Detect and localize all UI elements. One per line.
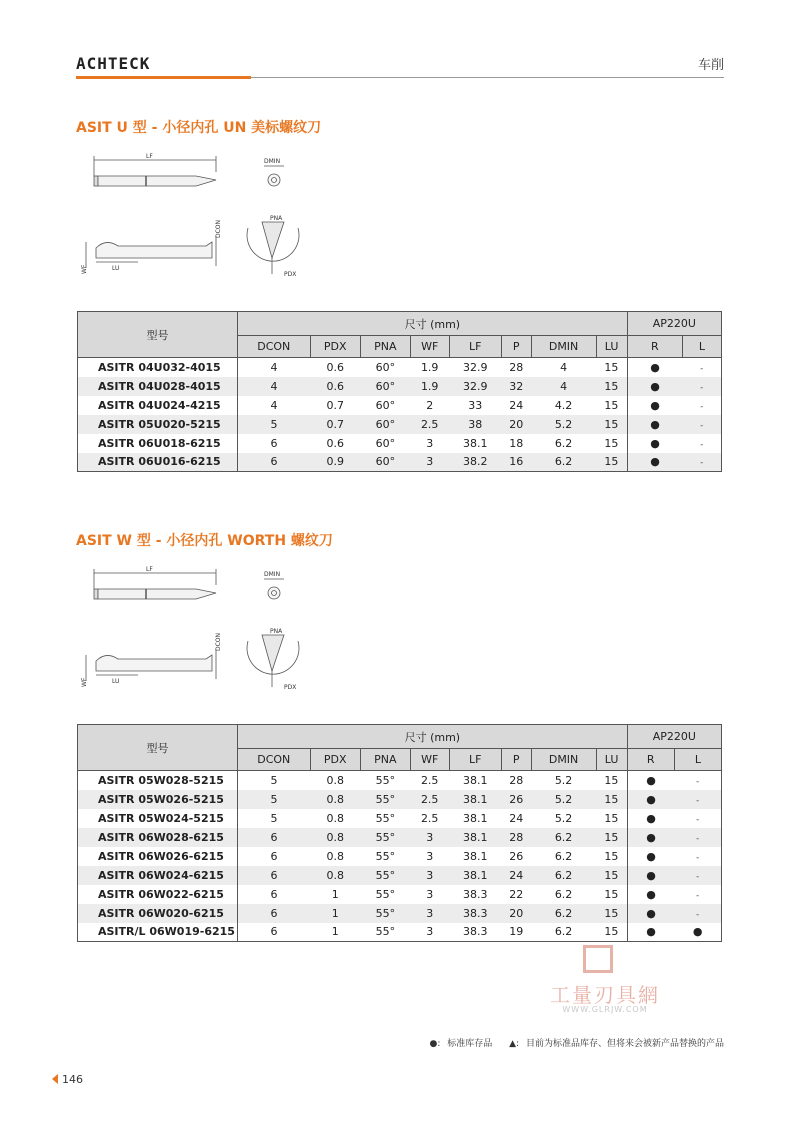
hand-l-cell — [674, 790, 721, 809]
column-header-r: R — [627, 336, 682, 358]
stock-dot-icon: ● — [646, 792, 656, 806]
table-row — [78, 377, 722, 396]
hand-r-cell — [627, 434, 682, 453]
grade-header: AP220U — [627, 312, 721, 336]
value-cell-pna: 55° — [360, 923, 410, 942]
value-cell-dcon: 5 — [238, 415, 311, 434]
value-cell-dcon: 4 — [270, 398, 278, 412]
hand-r-cell — [627, 396, 682, 415]
value-cell-dcon: 5 — [270, 773, 278, 787]
value-cell-p: 28 — [501, 828, 531, 847]
stock-dot-icon: ● — [646, 811, 656, 825]
stock-dot-icon: ● — [650, 398, 660, 412]
value-cell-p: 16 — [501, 453, 531, 472]
pna-label: PNA — [270, 628, 283, 635]
page-triangle-icon — [52, 1074, 58, 1084]
value-cell-lf: 38.1 — [449, 828, 501, 847]
model-cell: ASITR 04U032-4015 — [78, 358, 238, 377]
hand-r-cell — [627, 790, 674, 809]
stock-dot-icon: ● — [646, 773, 656, 787]
value-cell-pdx: 1 — [310, 904, 360, 923]
value-cell-dcon: 6 — [270, 887, 278, 901]
chapter-title: 车削 — [697, 58, 724, 73]
value-cell-wf: 2.5 — [410, 415, 449, 434]
dmin-label: DMIN — [264, 571, 281, 578]
section-w-title: ASIT W 型 - 小径内孔 WORTH 螺纹刀 — [76, 533, 333, 549]
value-cell-dmin: 4.2 — [554, 398, 573, 412]
value-cell-pdx: 0.6 — [310, 377, 360, 396]
value-cell-dcon: 6 — [238, 866, 311, 885]
hand-r-cell — [627, 809, 674, 828]
value-cell-dmin: 6.2 — [531, 904, 596, 923]
value-cell-pdx: 1 — [331, 887, 339, 901]
value-cell-wf: 3 — [410, 828, 449, 847]
value-cell-p: 18 — [509, 436, 524, 450]
column-header-l: L — [682, 336, 721, 358]
column-header-dmin: DMIN — [531, 336, 596, 358]
hand-l-cell — [682, 396, 721, 415]
table-row — [78, 358, 722, 377]
table-row — [78, 866, 722, 885]
column-header-dcon: DCON — [238, 336, 311, 358]
value-cell-lf: 38.3 — [449, 923, 501, 942]
model-cell: ASITR 06W028-6215 — [78, 828, 238, 847]
value-cell-p: 24 — [509, 811, 524, 825]
value-cell-dmin: 6.2 — [531, 828, 596, 847]
value-cell-dmin: 4 — [531, 377, 596, 396]
legend-triangle-icon: ▲: — [509, 1039, 520, 1049]
unavailable-dash: - — [696, 909, 700, 920]
value-cell-lu: 15 — [604, 436, 619, 450]
value-cell-lu: 15 — [596, 923, 627, 942]
value-cell-dcon: 4 — [238, 377, 311, 396]
lf-label: LF — [146, 153, 153, 160]
hand-r-cell — [627, 828, 674, 847]
stock-dot-icon: ● — [646, 906, 656, 920]
table-row — [78, 809, 722, 828]
value-cell-lf: 38.3 — [449, 904, 501, 923]
watermark — [535, 945, 675, 1020]
value-cell-dcon: 6 — [238, 453, 311, 472]
value-cell-pna: 55° — [360, 866, 410, 885]
value-cell-wf: 1.9 — [420, 360, 439, 374]
value-cell-pna: 60° — [360, 377, 410, 396]
value-cell-lu: 15 — [596, 790, 627, 809]
value-cell-dmin: 5.2 — [531, 415, 596, 434]
value-cell-pdx: 0.6 — [326, 360, 344, 374]
unavailable-dash: - — [700, 401, 704, 412]
stock-dot-icon: ● — [650, 379, 660, 393]
value-cell-p: 26 — [509, 849, 524, 863]
column-header-pdx: PDX — [310, 749, 360, 771]
unavailable-dash: - — [696, 871, 700, 882]
value-cell-pna: 60° — [360, 415, 410, 434]
stock-dot-icon: ● — [646, 925, 656, 939]
table-row — [78, 790, 722, 809]
hand-l-cell — [682, 377, 721, 396]
column-header-pna: PNA — [360, 749, 410, 771]
model-cell: ASITR 06U016-6215 — [78, 453, 238, 472]
table-body — [78, 358, 722, 472]
pdx-label: PDX — [284, 684, 297, 691]
stock-dot-icon: ● — [650, 436, 660, 450]
unavailable-dash: - — [696, 890, 700, 901]
stock-dot-icon: ● — [646, 849, 656, 863]
value-cell-lf: 38.1 — [462, 436, 488, 450]
table-body — [78, 771, 722, 942]
value-cell-pna: 60° — [375, 398, 396, 412]
value-cell-pdx: 0.8 — [310, 828, 360, 847]
hand-r-cell — [627, 885, 674, 904]
value-cell-lf: 38.1 — [449, 790, 501, 809]
unavailable-dash: - — [696, 795, 700, 806]
value-cell-dcon: 6 — [270, 436, 278, 450]
value-cell-lu: 15 — [596, 453, 627, 472]
hand-r-cell — [627, 771, 674, 790]
model-header: 型号 — [78, 725, 238, 771]
watermark-logo-icon — [583, 945, 613, 973]
header-accent-rule — [76, 76, 251, 79]
hand-r-cell — [627, 415, 682, 434]
brand-logo: ACHTECK — [76, 54, 151, 73]
value-cell-lf: 38.1 — [462, 773, 488, 787]
grade-header: AP220U — [627, 725, 721, 749]
hand-l-cell — [682, 358, 721, 377]
hand-r-cell — [627, 358, 682, 377]
value-cell-lu: 15 — [604, 887, 619, 901]
pdx-label: PDX — [284, 271, 297, 278]
column-header-wf: WF — [410, 749, 449, 771]
column-header-lf: LF — [449, 336, 501, 358]
value-cell-dmin: 6.2 — [554, 436, 573, 450]
column-header-lu: LU — [596, 749, 627, 771]
value-cell-dcon: 6 — [270, 849, 278, 863]
stock-dot-icon: ● — [650, 417, 660, 431]
value-cell-p: 24 — [509, 398, 524, 412]
stock-dot-icon: ● — [646, 830, 656, 844]
value-cell-wf: 3 — [410, 904, 449, 923]
column-header-r: R — [627, 749, 674, 771]
section-u-tool-drawing — [76, 150, 316, 285]
value-cell-lf: 33 — [468, 398, 483, 412]
lu-label: LU — [112, 265, 120, 272]
value-cell-pna: 60° — [360, 453, 410, 472]
dims-header: 尺寸 (mm) — [238, 312, 628, 336]
wf-label: WF — [81, 677, 88, 687]
value-cell-pdx: 0.8 — [326, 849, 344, 863]
stock-dot-icon: ● — [692, 925, 703, 939]
stock-dot-icon: ● — [646, 868, 656, 882]
model-cell: ASITR 06W020-6215 — [78, 904, 238, 923]
model-cell: ASITR/L 06W019-6215 — [78, 923, 238, 942]
value-cell-pna: 55° — [375, 811, 396, 825]
value-cell-wf: 3 — [410, 866, 449, 885]
value-cell-pdx: 0.9 — [310, 453, 360, 472]
model-cell: ASITR 06U018-6215 — [78, 434, 238, 453]
model-cell: ASITR 04U028-4015 — [78, 377, 238, 396]
model-cell: ASITR 05W026-5215 — [78, 790, 238, 809]
hand-r-cell — [627, 377, 682, 396]
value-cell-wf: 3 — [410, 923, 449, 942]
value-cell-wf: 2.5 — [420, 811, 439, 825]
hand-l-cell — [682, 415, 721, 434]
value-cell-lf: 38 — [449, 415, 501, 434]
dcon-label: DCON — [215, 219, 222, 238]
value-cell-pna: 55° — [360, 828, 410, 847]
value-cell-p: 28 — [509, 773, 524, 787]
value-cell-p: 32 — [501, 377, 531, 396]
value-cell-wf: 2 — [426, 398, 434, 412]
pna-label: PNA — [270, 215, 283, 222]
value-cell-dmin: 6.2 — [531, 453, 596, 472]
value-cell-pna: 55° — [375, 887, 396, 901]
header-rule — [251, 77, 724, 78]
value-cell-lu: 15 — [596, 415, 627, 434]
page-header — [76, 52, 724, 80]
hand-l-cell — [682, 453, 721, 472]
value-cell-p: 22 — [509, 887, 524, 901]
unavailable-dash: - — [696, 814, 700, 825]
table-row — [78, 434, 722, 453]
legend — [425, 1036, 724, 1049]
value-cell-wf: 3 — [410, 453, 449, 472]
table-row — [78, 396, 722, 415]
value-cell-p: 26 — [501, 790, 531, 809]
unavailable-dash: - — [700, 363, 704, 374]
value-cell-lf: 38.1 — [449, 866, 501, 885]
value-cell-wf: 3 — [426, 849, 434, 863]
lf-label: LF — [146, 566, 153, 573]
value-cell-pdx: 0.8 — [326, 773, 344, 787]
column-header-wf: WF — [410, 336, 449, 358]
hand-l-cell — [674, 828, 721, 847]
model-cell: ASITR 05W024-5215 — [78, 809, 238, 828]
value-cell-wf: 3 — [426, 436, 434, 450]
table-row — [78, 453, 722, 472]
value-cell-dmin: 5.2 — [531, 790, 596, 809]
column-header-l: L — [674, 749, 721, 771]
value-cell-pdx: 0.6 — [326, 436, 344, 450]
value-cell-p: 28 — [509, 360, 524, 374]
value-cell-dmin: 5.2 — [554, 773, 573, 787]
unavailable-dash: - — [700, 439, 704, 450]
table-row — [78, 885, 722, 904]
value-cell-pdx: 0.8 — [326, 811, 344, 825]
stock-dot-icon: ● — [646, 887, 656, 901]
value-cell-dmin: 4 — [560, 360, 568, 374]
watermark-text: 工量刃具網 — [550, 983, 660, 1007]
unavailable-dash: - — [696, 776, 700, 787]
section-w-tool-drawing — [76, 563, 316, 698]
value-cell-lu: 15 — [604, 360, 619, 374]
model-cell: ASITR 06W024-6215 — [78, 866, 238, 885]
dcon-label: DCON — [215, 632, 222, 651]
column-header-dcon: DCON — [238, 749, 311, 771]
hand-r-cell — [627, 923, 674, 942]
value-cell-lu: 15 — [596, 904, 627, 923]
legend-triangle-text: 目前为标准品库存、但将来会被新产品替换的产品 — [525, 1039, 724, 1049]
wf-label: WF — [81, 264, 88, 274]
hand-l-cell — [674, 885, 721, 904]
value-cell-pdx: 0.7 — [326, 398, 344, 412]
column-header-p: P — [501, 336, 531, 358]
hand-l-cell — [674, 809, 721, 828]
value-cell-dmin: 5.2 — [554, 811, 573, 825]
table-row — [78, 828, 722, 847]
hand-r-cell — [627, 847, 674, 866]
value-cell-lf: 32.9 — [462, 360, 488, 374]
value-cell-p: 20 — [501, 904, 531, 923]
watermark-url: WWW.GLRJW.COM — [562, 1005, 648, 1014]
stock-dot-icon: ● — [650, 455, 660, 469]
value-cell-lf: 32.9 — [449, 377, 501, 396]
value-cell-dcon: 6 — [238, 828, 311, 847]
value-cell-lu: 15 — [596, 866, 627, 885]
unavailable-dash: - — [700, 420, 704, 431]
value-cell-wf: 2.5 — [420, 773, 439, 787]
value-cell-wf: 2.5 — [410, 790, 449, 809]
page-number — [52, 1073, 83, 1086]
unavailable-dash: - — [696, 833, 700, 844]
model-header: 型号 — [78, 312, 238, 358]
value-cell-lu: 15 — [596, 377, 627, 396]
value-cell-wf: 3 — [426, 887, 434, 901]
value-cell-lu: 15 — [604, 773, 619, 787]
value-cell-dmin: 6.2 — [554, 887, 573, 901]
value-cell-dmin: 6.2 — [554, 849, 573, 863]
value-cell-p: 20 — [501, 415, 531, 434]
value-cell-pna: 55° — [360, 904, 410, 923]
value-cell-pna: 55° — [360, 790, 410, 809]
value-cell-dcon: 5 — [238, 790, 311, 809]
model-cell: ASITR 06W026-6215 — [78, 847, 238, 866]
legend-circle-text: 标准库存品 — [447, 1039, 493, 1049]
value-cell-pna: 60° — [375, 436, 396, 450]
column-header-lf: LF — [449, 749, 501, 771]
value-cell-pdx: 0.8 — [310, 866, 360, 885]
unavailable-dash: - — [700, 382, 704, 393]
table-row — [78, 904, 722, 923]
hand-l-cell — [674, 771, 721, 790]
model-cell: ASITR 05W028-5215 — [78, 771, 238, 790]
value-cell-p: 19 — [501, 923, 531, 942]
value-cell-pdx: 0.7 — [310, 415, 360, 434]
table-row — [78, 847, 722, 866]
section-u-title: ASIT U 型 - 小径内孔 UN 美标螺纹刀 — [76, 120, 322, 136]
hand-r-cell — [627, 453, 682, 472]
value-cell-dmin: 6.2 — [531, 866, 596, 885]
section-w-spec-table — [77, 724, 722, 942]
column-header-pdx: PDX — [310, 336, 360, 358]
legend-circle-icon: ●: — [429, 1039, 441, 1049]
value-cell-dcon: 6 — [238, 923, 311, 942]
model-cell: ASITR 05U020-5215 — [78, 415, 238, 434]
value-cell-dcon: 4 — [270, 360, 278, 374]
value-cell-dmin: 6.2 — [531, 923, 596, 942]
value-cell-pna: 60° — [375, 360, 396, 374]
lu-label: LU — [112, 678, 120, 685]
dmin-label: DMIN — [264, 158, 281, 165]
hand-l-cell — [674, 866, 721, 885]
value-cell-pdx: 0.8 — [310, 790, 360, 809]
hand-r-cell — [627, 904, 674, 923]
value-cell-dcon: 6 — [238, 904, 311, 923]
value-cell-wf: 1.9 — [410, 377, 449, 396]
value-cell-lu: 15 — [604, 398, 619, 412]
model-cell: ASITR 06W022-6215 — [78, 885, 238, 904]
dims-header: 尺寸 (mm) — [238, 725, 628, 749]
unavailable-dash: - — [696, 852, 700, 863]
table-row — [78, 771, 722, 790]
column-header-dmin: DMIN — [531, 749, 596, 771]
value-cell-pna: 55° — [375, 773, 396, 787]
stock-dot-icon: ● — [650, 360, 660, 374]
hand-r-cell — [627, 866, 674, 885]
value-cell-lf: 38.3 — [462, 887, 488, 901]
hand-l-cell — [674, 904, 721, 923]
value-cell-lu: 15 — [604, 811, 619, 825]
page-number-text: 146 — [62, 1073, 83, 1086]
value-cell-lu: 15 — [604, 849, 619, 863]
section-u-spec-table — [77, 311, 722, 472]
value-cell-lf: 38.1 — [462, 811, 488, 825]
value-cell-pdx: 1 — [310, 923, 360, 942]
hand-l-cell — [674, 847, 721, 866]
value-cell-lf: 38.2 — [449, 453, 501, 472]
value-cell-lf: 38.1 — [462, 849, 488, 863]
table-row — [78, 923, 722, 942]
value-cell-lu: 15 — [596, 828, 627, 847]
column-header-lu: LU — [596, 336, 627, 358]
value-cell-dcon: 5 — [270, 811, 278, 825]
value-cell-pna: 55° — [375, 849, 396, 863]
table-row — [78, 415, 722, 434]
unavailable-dash: - — [700, 458, 704, 469]
column-header-pna: PNA — [360, 336, 410, 358]
column-header-p: P — [501, 749, 531, 771]
hand-l-cell — [674, 923, 721, 942]
hand-l-cell — [682, 434, 721, 453]
model-cell: ASITR 04U024-4215 — [78, 396, 238, 415]
value-cell-p: 24 — [501, 866, 531, 885]
